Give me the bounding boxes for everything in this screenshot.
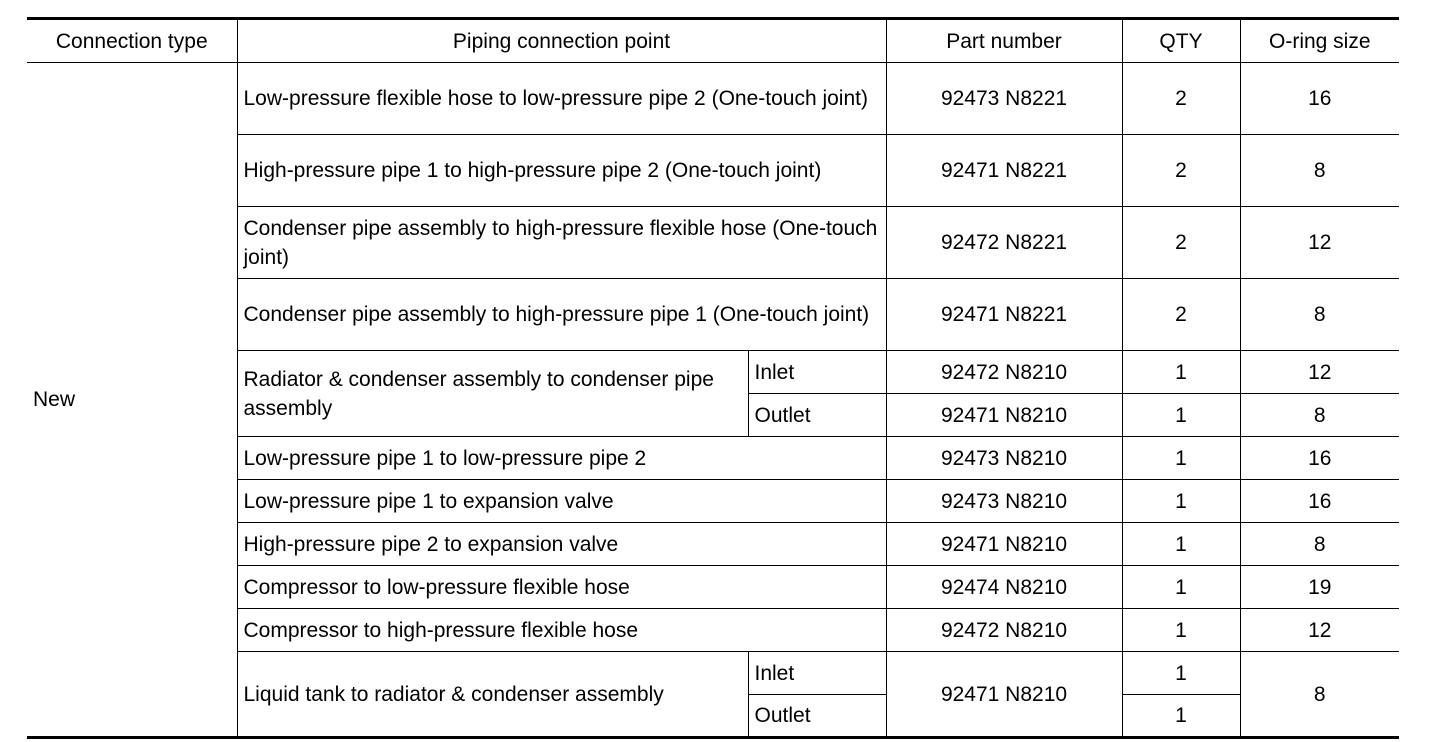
part-number-cell: 92471 N8210: [886, 394, 1122, 437]
sub-position-cell: Outlet: [748, 695, 886, 738]
piping-point-cell: High-pressure pipe 1 to high-pressure pipe 2 (One-touch joint): [237, 135, 886, 207]
part-number-cell: 92472 N8210: [886, 351, 1122, 394]
qty-cell: 1: [1122, 652, 1240, 695]
oring-parts-table: [27, 17, 1399, 739]
oring-size-cell: 8: [1240, 135, 1399, 207]
oring-size-cell: 16: [1240, 63, 1399, 135]
oring-size-cell: 16: [1240, 437, 1399, 480]
connection-type-cell: New: [27, 63, 237, 738]
part-number-cell: 92473 N8210: [886, 480, 1122, 523]
piping-point-cell: Condenser pipe assembly to high-pressure flexible hose (One-touch joint): [237, 207, 886, 279]
piping-point-cell: Low-pressure pipe 1 to expansion valve: [237, 480, 886, 523]
table-row: [27, 63, 1399, 135]
part-number-cell: 92471 N8210: [886, 652, 1122, 738]
piping-point-cell: Liquid tank to radiator & condenser assembly: [237, 652, 748, 738]
piping-point-cell: Compressor to high-pressure flexible hose: [237, 609, 886, 652]
piping-point-cell: Low-pressure flexible hose to low-pressure pipe 2 (One-touch joint): [237, 63, 886, 135]
part-number-cell: 92473 N8210: [886, 437, 1122, 480]
oring-size-cell: 8: [1240, 523, 1399, 566]
oring-size-cell: 8: [1240, 394, 1399, 437]
header-connection-type: Connection type: [27, 19, 237, 63]
oring-size-cell: 12: [1240, 207, 1399, 279]
qty-cell: 1: [1122, 695, 1240, 738]
qty-cell: 2: [1122, 279, 1240, 351]
qty-cell: 1: [1122, 523, 1240, 566]
qty-cell: 1: [1122, 394, 1240, 437]
part-number-cell: 92472 N8221: [886, 207, 1122, 279]
piping-point-cell: Low-pressure pipe 1 to low-pressure pipe 2: [237, 437, 886, 480]
oring-size-cell: 8: [1240, 652, 1399, 738]
qty-cell: 1: [1122, 609, 1240, 652]
header-oring-size: O-ring size: [1240, 19, 1399, 63]
oring-size-cell: 8: [1240, 279, 1399, 351]
oring-size-cell: 12: [1240, 351, 1399, 394]
sub-position-cell: Inlet: [748, 652, 886, 695]
header-piping-connection-point: Piping connection point: [237, 19, 886, 63]
piping-point-cell: High-pressure pipe 2 to expansion valve: [237, 523, 886, 566]
part-number-cell: 92471 N8210: [886, 523, 1122, 566]
sub-position-cell: Outlet: [748, 394, 886, 437]
part-number-cell: 92474 N8210: [886, 566, 1122, 609]
piping-point-cell: Compressor to low-pressure flexible hose: [237, 566, 886, 609]
qty-cell: 2: [1122, 63, 1240, 135]
qty-cell: 2: [1122, 135, 1240, 207]
qty-cell: 1: [1122, 437, 1240, 480]
header-qty: QTY: [1122, 19, 1240, 63]
qty-cell: 1: [1122, 566, 1240, 609]
header-row: [27, 19, 1399, 63]
qty-cell: 2: [1122, 207, 1240, 279]
piping-point-cell: Condenser pipe assembly to high-pressure pipe 1 (One-touch joint): [237, 279, 886, 351]
oring-size-cell: 12: [1240, 609, 1399, 652]
qty-cell: 1: [1122, 480, 1240, 523]
qty-cell: 1: [1122, 351, 1240, 394]
oring-size-cell: 19: [1240, 566, 1399, 609]
header-part-number: Part number: [886, 19, 1122, 63]
part-number-cell: 92471 N8221: [886, 279, 1122, 351]
part-number-cell: 92473 N8221: [886, 63, 1122, 135]
oring-size-cell: 16: [1240, 480, 1399, 523]
piping-point-cell: Radiator & condenser assembly to condenser pipe assembly: [237, 351, 748, 437]
sub-position-cell: Inlet: [748, 351, 886, 394]
part-number-cell: 92471 N8221: [886, 135, 1122, 207]
part-number-cell: 92472 N8210: [886, 609, 1122, 652]
